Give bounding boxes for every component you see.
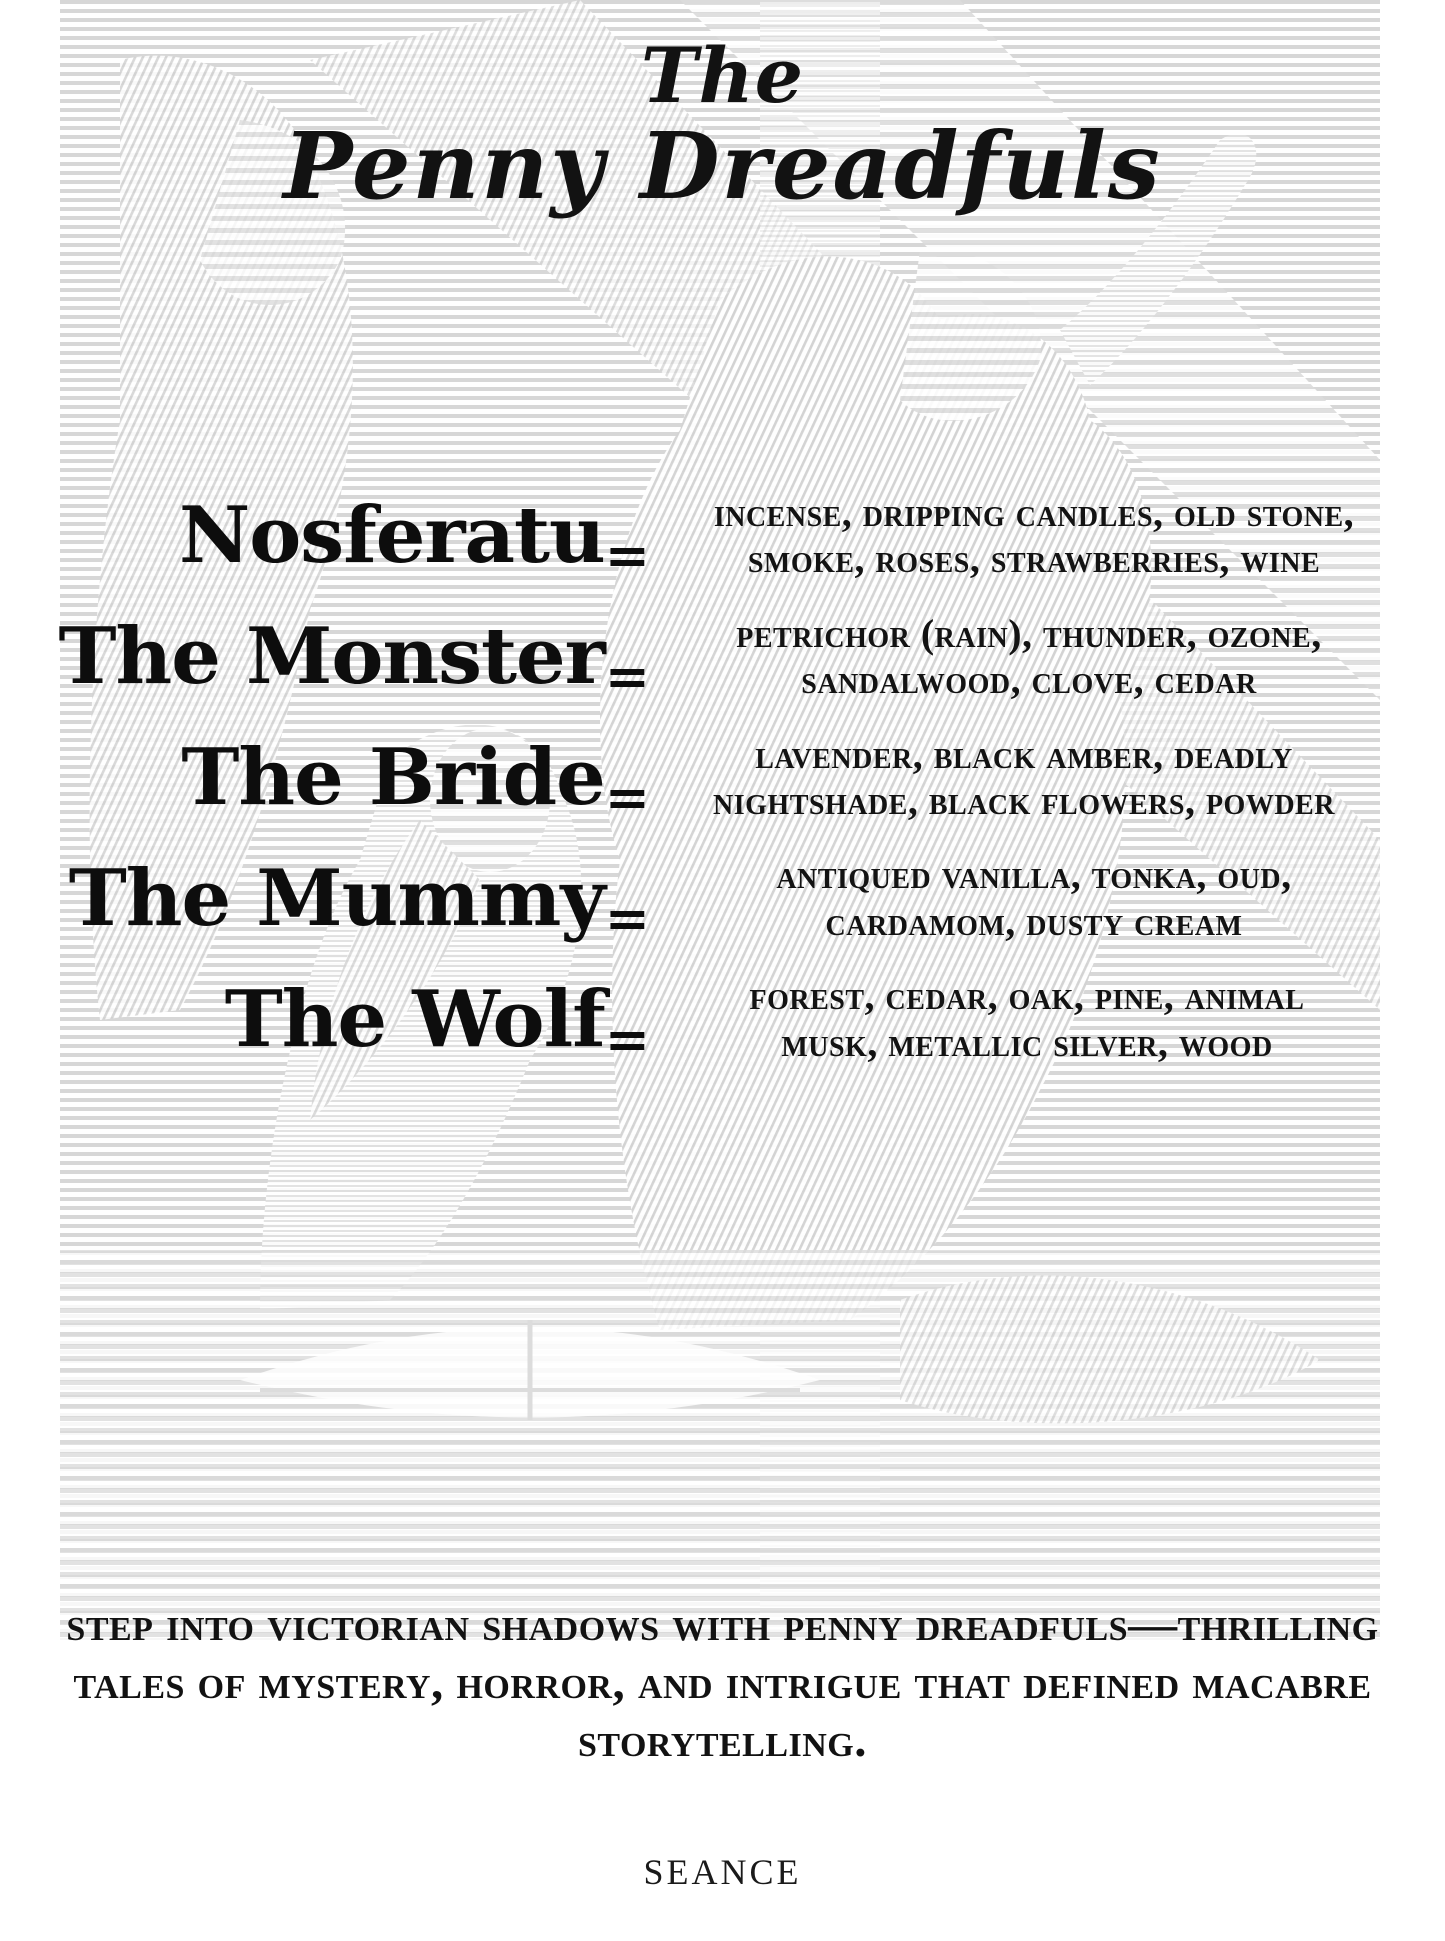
- scent-name-cell: [0, 731, 660, 829]
- scent-notes: incense, dripping candles, old stone, smoke, roses, strawberries, wine: [713, 490, 1355, 582]
- equals-separator: =: [604, 523, 650, 588]
- scent-name: The Mummy: [68, 852, 605, 944]
- equals-separator: =: [604, 764, 650, 829]
- scent-list: [0, 490, 1445, 1094]
- scent-notes-cell: [660, 490, 1420, 583]
- equals-separator: =: [604, 1006, 650, 1071]
- equals-separator: =: [604, 885, 650, 950]
- scent-name-cell: [0, 611, 660, 709]
- scent-notes: forest, cedar, oak, pine, animal musk, metallic silver, wood: [749, 973, 1305, 1065]
- page-title: [0, 31, 1445, 221]
- list-item: [0, 490, 1445, 588]
- scent-notes-cell: [660, 852, 1420, 945]
- scent-notes-cell: [660, 611, 1420, 704]
- scent-name: The Monster: [58, 611, 605, 703]
- list-item: [0, 731, 1445, 829]
- scent-name: The Wolf: [224, 973, 605, 1065]
- scent-name-cell: [0, 490, 660, 588]
- list-item: [0, 852, 1445, 950]
- scent-name-cell: [0, 973, 660, 1071]
- brand-name: seance: [643, 1839, 802, 1896]
- scent-notes: petrichor (rain), thunder, ozone, sandalwood, clove, cedar: [736, 610, 1322, 703]
- list-item: [0, 610, 1445, 709]
- scent-notes-cell: [660, 973, 1420, 1066]
- scent-notes-cell: [660, 732, 1420, 825]
- scent-notes: lavender, black amber, deadly nightshade, black flowers, powder: [713, 731, 1335, 823]
- equals-separator: =: [604, 644, 650, 709]
- scent-name-cell: [0, 852, 660, 950]
- scent-notes: antiqued vanilla, tonka, oud, cardamom, dusty cream: [776, 852, 1292, 944]
- title-line-two: Penny Dreadfuls: [283, 112, 1162, 221]
- title-line-one: The: [640, 31, 805, 120]
- list-item: [0, 973, 1445, 1071]
- scent-name: The Bride: [181, 731, 605, 823]
- scent-name: Nosferatu: [178, 490, 605, 582]
- description-blurb: step into victorian shadows with penny dreadfuls—thrilling tales of mystery, horror, and intrigue that defined macabre storytelling.: [66, 1596, 1379, 1767]
